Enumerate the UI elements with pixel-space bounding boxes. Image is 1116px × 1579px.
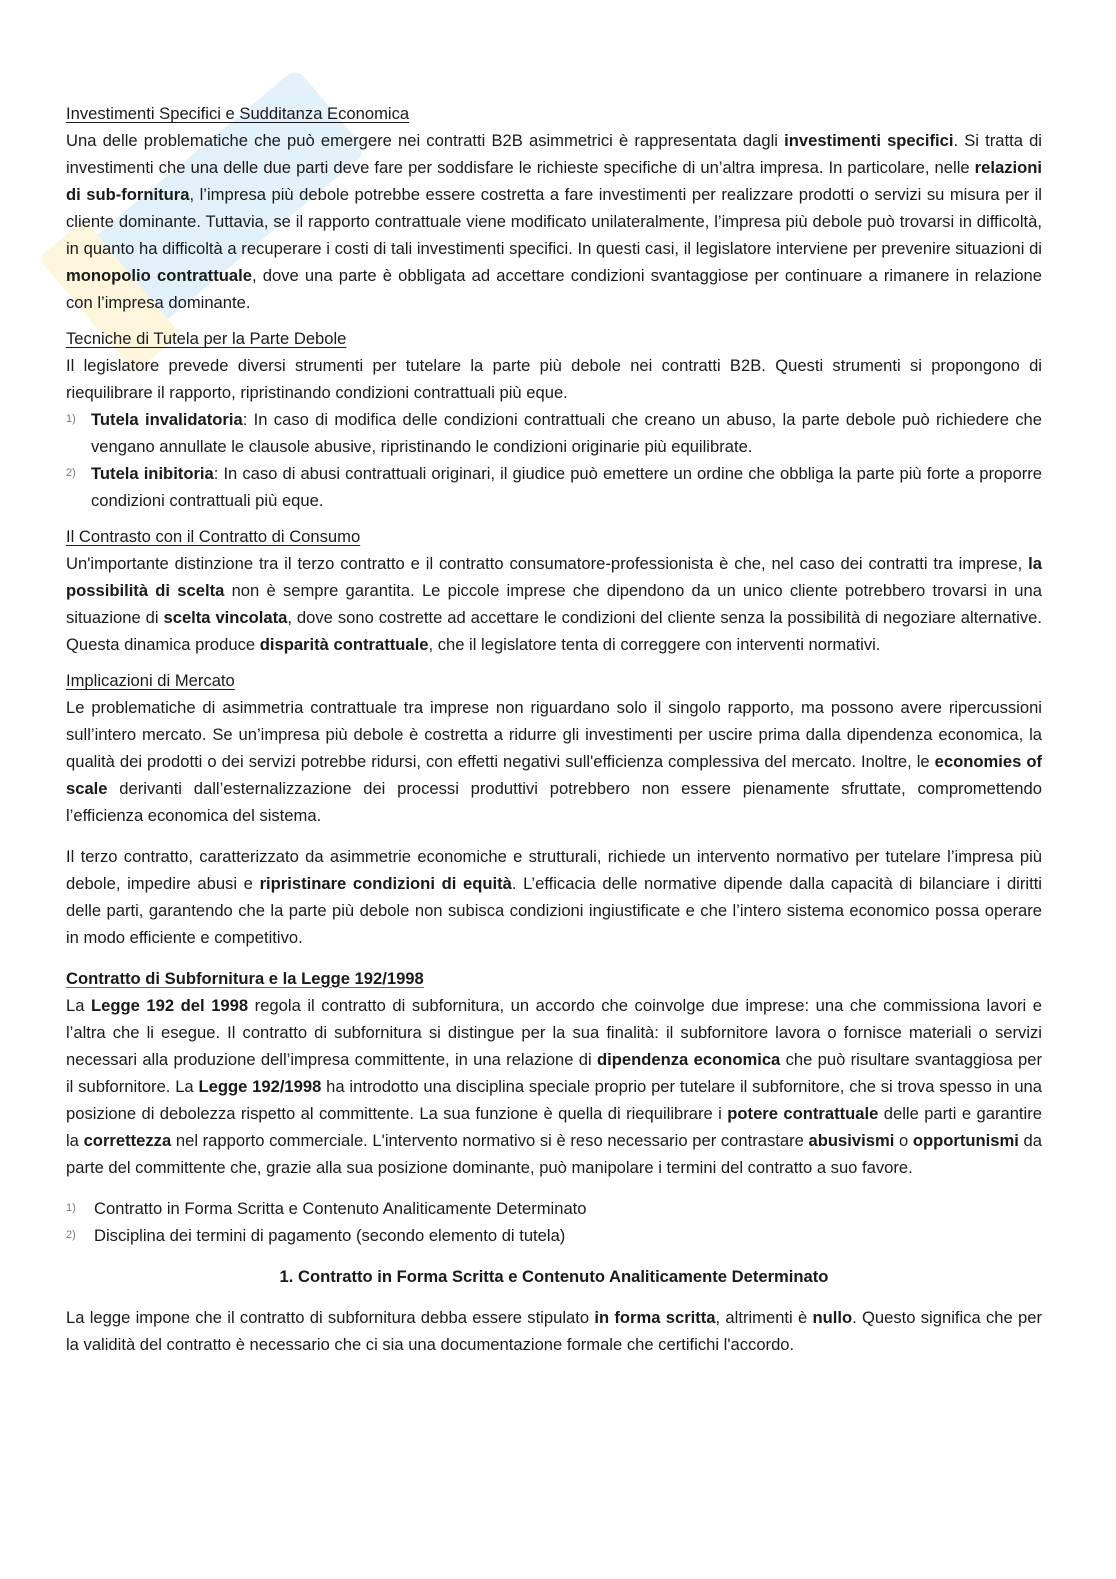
paragraph-terzo-contratto: Il terzo contratto, caratterizzato da asimmetrie economiche e strutturali, richiede un intervento normativo per tutelare l’impresa più debole, impedire abusi e ripristinare condizioni di equità. L’efficacia delle normative dipende dalla capacità di bilanciare i diritti delle parti, garantendo che la parte più debole non subisca condizioni ingiustificate e che l’intero sistema economico possa operare in modo efficiente e competitivo. bbox=[66, 847, 1042, 947]
list-item: 1) Contratto in Forma Scritta e Contenuto Analiticamente Determinato bbox=[66, 1199, 587, 1218]
list-item: 2) Disciplina dei termini di pagamento (secondo elemento di tutela) bbox=[66, 1226, 566, 1245]
paragraph-contrasto: Un'importante distinzione tra il terzo contratto e il contratto consumatore-professionista è che, nel caso dei contratti tra imprese, la possibilità di scelta non è sempre garantita. Le piccole imprese che dipendono da un unico cliente potrebbero trovarsi in una situazione di scelta vincolata, dove sono costrette ad accettare le condizioni del cliente senza la possibilità di negoziare alternative. Questa dinamica produce disparità contrattuale, che il legislatore tenta di correggere con interventi normativi. bbox=[66, 554, 1042, 654]
section-title-contrasto: Il Contrasto con il Contratto di Consumo bbox=[66, 527, 361, 546]
document-page bbox=[66, 100, 1042, 1358]
paragraph-implicazioni: Le problematiche di asimmetria contrattuale tra imprese non riguardano solo il singolo rapporto, ma possono avere ripercussioni sull’intero mercato. Se un’impresa più debole è costretta a ridurre gli investimenti per uscire prima dalla dipendenza economica, la qualità dei prodotti o dei servizi potrebbe ridursi, con effetti negativi sull'efficienza complessiva del mercato. Inoltre, le economies of scale derivanti dall’esternalizzazione dei processi produttivi potrebbero non essere pienamente sfruttate, compromettendo l’efficienza economica del sistema. bbox=[66, 698, 1042, 825]
paragraph-investimenti: Una delle problematiche che può emergere nei contratti B2B asimmetrici è rappresentata dagli investimenti specifici. Si tratta di investimenti che una delle due parti deve fare per soddisfare le richieste specifiche di un’altra impresa. In particolare, nelle relazioni di sub-fornitura, l’impresa più debole potrebbe essere costretta a fare investimenti per realizzare prodotti o servizi su misura per il cliente dominante. Tuttavia, se il rapporto contrattuale viene modificato unilateralmente, l’impresa più debole può trovarsi in difficoltà, in quanto ha difficoltà a recuperare i costi di tali investimenti specifici. In questi casi, il legislatore interviene per prevenire situazioni di monopolio contrattuale, dove una parte è obbligata ad accettare condizioni svantaggiose per continuare a rimanere in relazione con l’impresa dominante. bbox=[66, 131, 1042, 312]
section-title-implicazioni: Implicazioni di Mercato bbox=[66, 671, 235, 690]
paragraph-subfornitura: La Legge 192 del 1998 regola il contratto di subfornitura, un accordo che coinvolge due imprese: una che commissiona lavori e l’altra che li esegue. Il contratto di subfornitura si distingue per la sua finalità: il subfornitore lavora o fornisce materiali o servizi necessari alla produzione dell’impresa committente, in una relazione di dipendenza economica che può risultare svantaggiosa per il subfornitore. La Legge 192/1998 ha introdotto una disciplina speciale proprio per tutelare il subfornitore, che si trova spesso in una posizione di debolezza rispetto al committente. La sua funzione è quella di riequilibrare i potere contrattuale delle parti e garantire la correttezza nel rapporto commerciale. L'intervento normativo si è reso necessario per contrastare abusivismi o opportunismi da parte del committente che, grazie alla sua posizione dominante, può manipolare i termini del contratto a suo favore. bbox=[66, 996, 1043, 1177]
paragraph-forma-scritta: La legge impone che il contratto di subfornitura debba essere stipulato in forma scritta, altrimenti è nullo. Questo significa che per la validità del contratto è necessario che ci sia una documentazione formale che certifichi l'accordo. bbox=[66, 1308, 1042, 1354]
section-title-tecniche: Tecniche di Tutela per la Parte Debole bbox=[66, 329, 347, 348]
section-title-subfornitura: Contratto di Subfornitura e la Legge 192/1998 bbox=[66, 969, 424, 988]
subfornitura-list bbox=[66, 1195, 1042, 1249]
section-title-investimenti: Investimenti Specifici e Sudditanza Economica bbox=[66, 104, 410, 123]
list-item: 1) Tutela invalidatoria: In caso di modifica delle condizioni contrattuali che creano un abuso, la parte debole può richiedere che vengano annullate le clausole abusive, ripristinando le condizioni originarie più equilibrate. bbox=[66, 410, 1042, 456]
paragraph-tecniche-intro: Il legislatore prevede diversi strumenti per tutelare la parte più debole nei contratti B2B. Questi strumenti si propongono di riequilibrare il rapporto, ripristinando condizioni contrattuali più eque. bbox=[66, 356, 1042, 402]
subsection-title-forma-scritta: 1. Contratto in Forma Scritta e Contenuto Analiticamente Determinato bbox=[279, 1267, 829, 1286]
list-item: 2) Tutela inibitoria: In caso di abusi contrattuali originari, il giudice può emettere un ordine che obbliga la parte più forte a proporre condizioni contrattuali più eque. bbox=[66, 464, 1042, 510]
tutela-list bbox=[66, 406, 1042, 514]
